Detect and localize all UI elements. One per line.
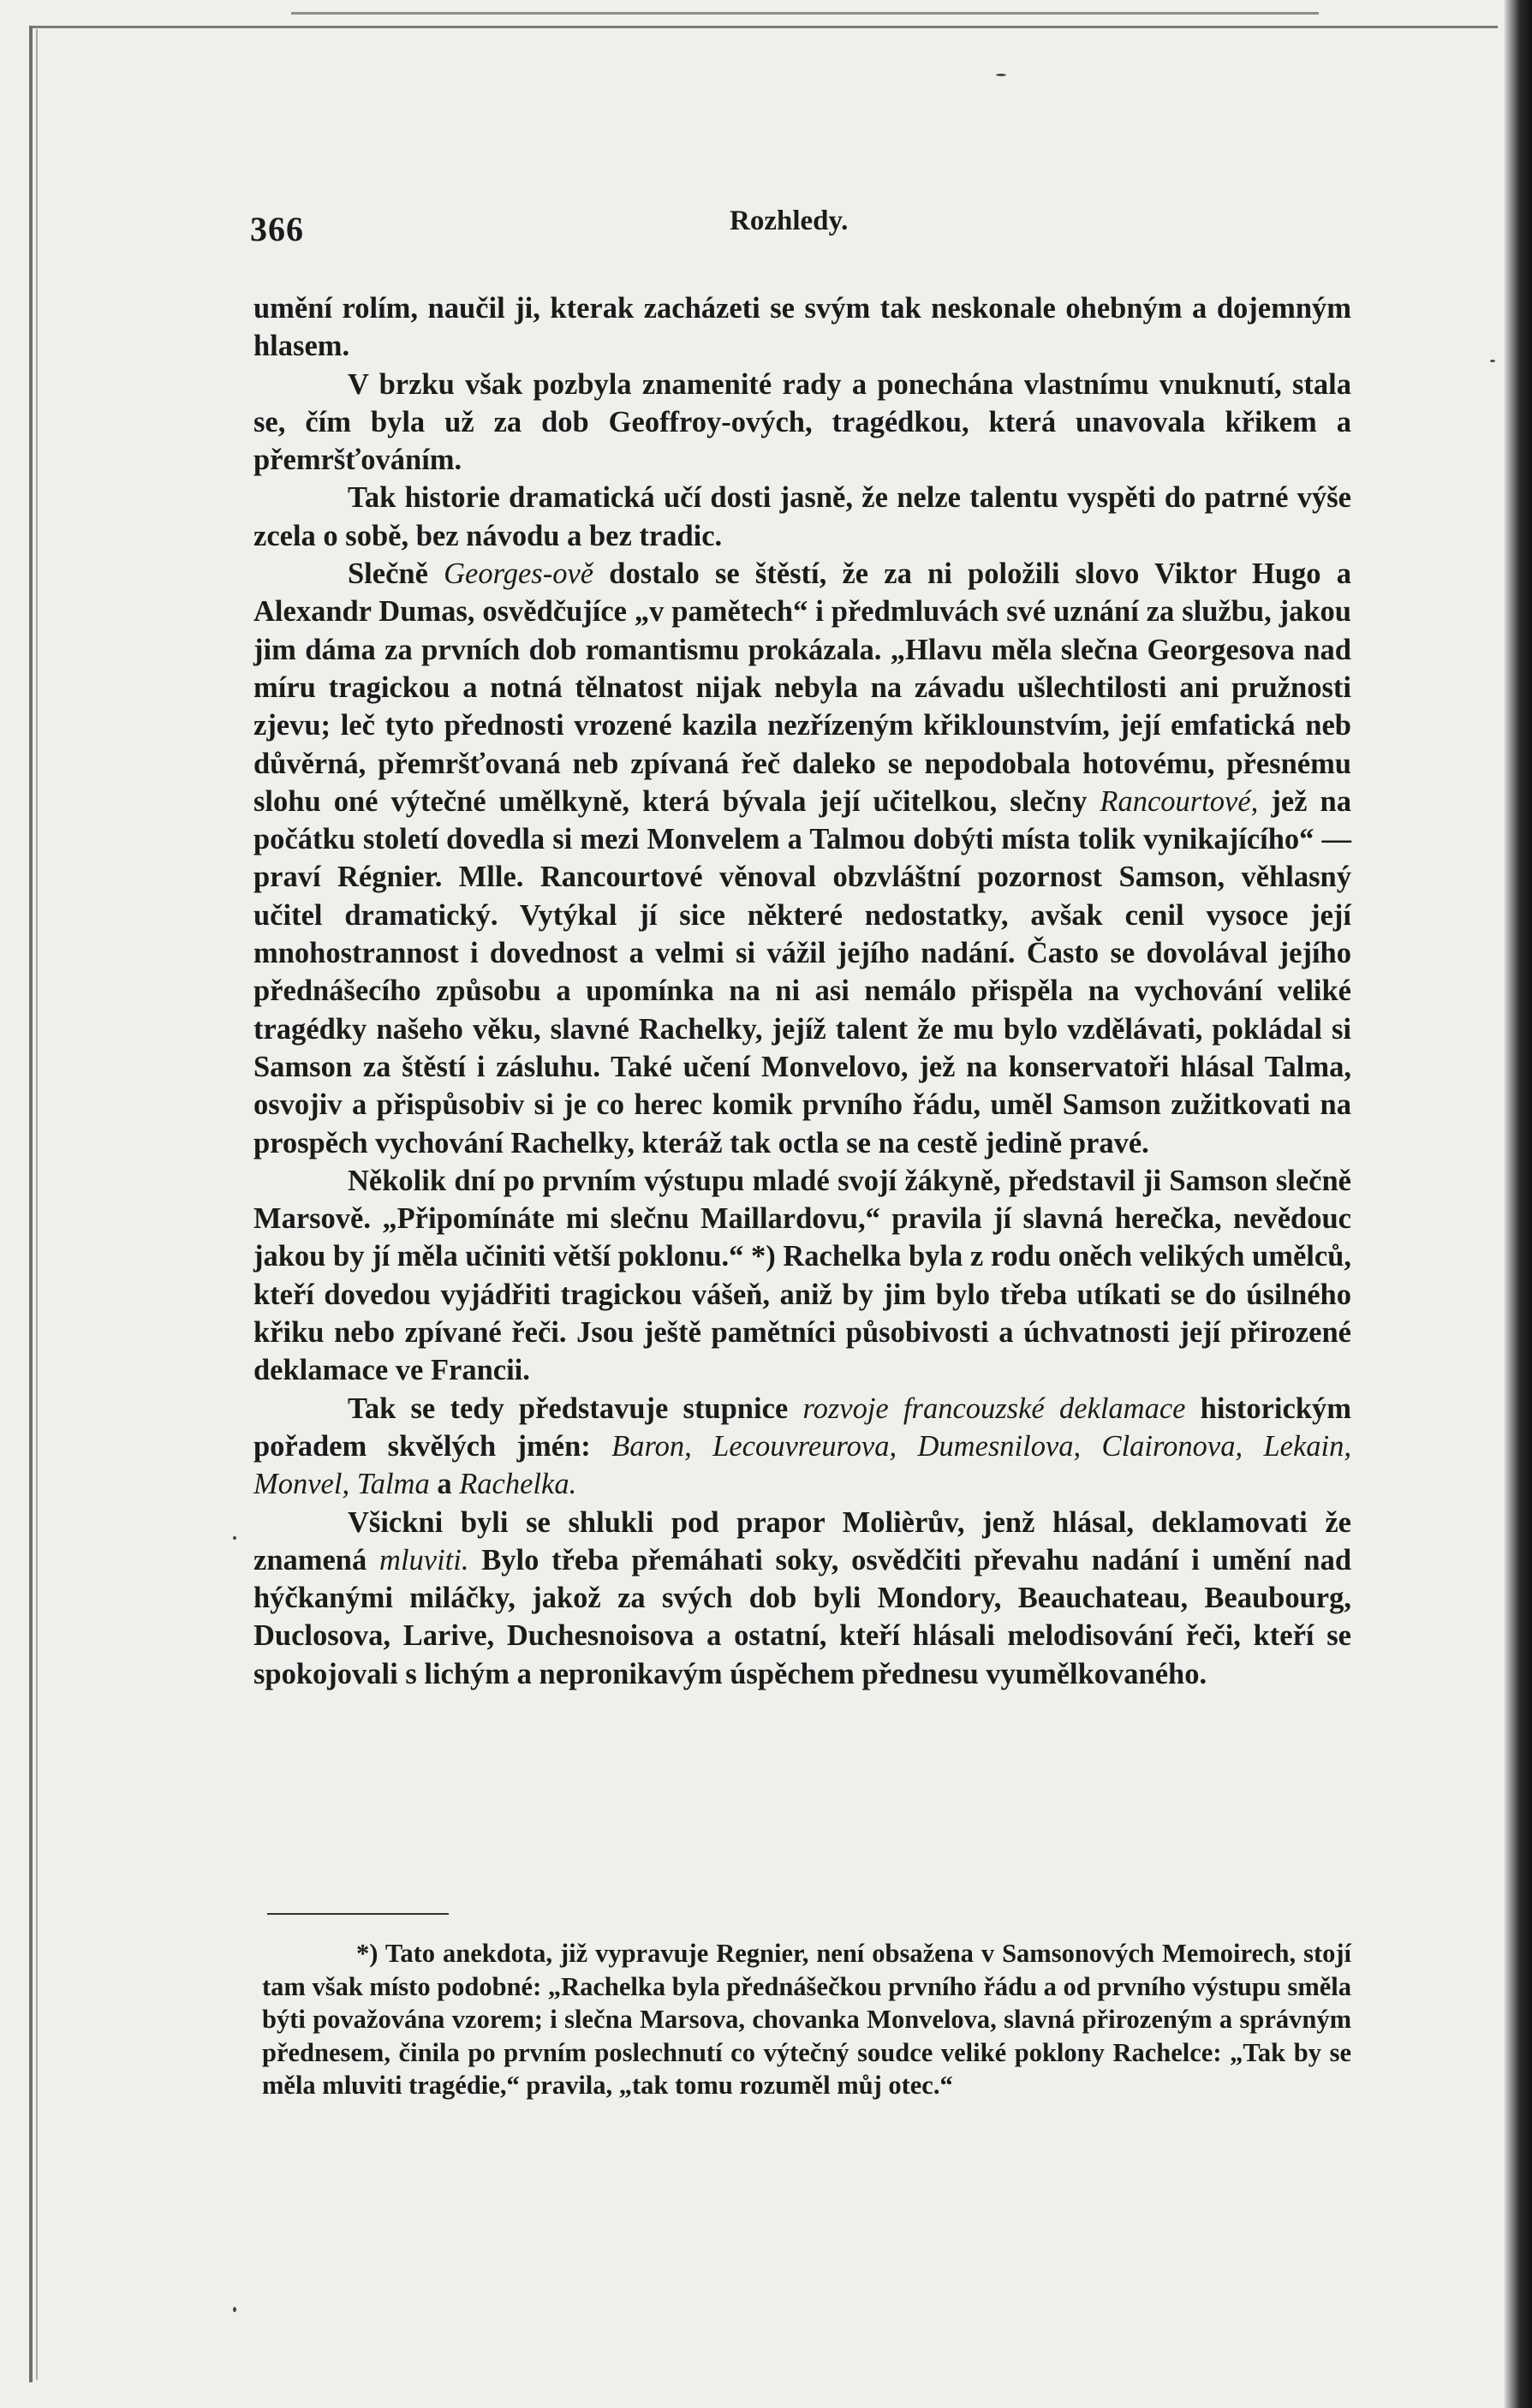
running-head: Rozhledy. [730,206,849,236]
paragraph-6 [253,1390,1351,1504]
scan-edge-top [29,26,1498,28]
italic-name: Georges-ově [444,557,594,591]
dust-speck [233,1536,236,1540]
paragraph-1: umění rolím, naučil ji, kterak zacházeti se svým tak neskonale ohebným a dojemným hlasem. [253,292,1351,363]
scan-edge-left [29,26,33,2382]
text-run: jež na počátku století dovedla si mezi Monvelem a Talmou dobýti místa tolik vynikajícího“ — praví Régnier. Mlle. Rancourtové věnoval obzvláštní pozornost Samson, věhlasný učitel dramatický. Vytýkal jí sice některé nedostatky, avšak cenil vysoce její mnohostrannost i dovednost a velmi si vážil jejího nadání. Často se dovolával jejího přednášecího způsobu a upomínka na ni asi nemálo přispěla na vychování veliké tragédky našeho věku, slavné Rachelky, jejíž talent že mu bylo vzdělávati, pokládal si Samson za štěstí i zásluhu. Také učení Monvelovo, jež na konservatoři hlásal Talma, osvojiv a přispůsobiv si je co herec komik prvního řádu, uměl Samson zužitkovati na prospěch vychování Rachelky, kteráž tak octla se na cestě jedině pravé. [253,784,1351,1159]
text-run: historickým pořadem skvělých jmén: [253,1392,1351,1463]
paragraph-7 [253,1504,1351,1693]
text-run: Slečně [348,557,444,591]
dust-speck [233,2307,236,2312]
italic-word: mluviti. [379,1543,469,1577]
paragraph-5: Několik dní po prvním výstupu mladé svojí žákyně, představil ji Samson slečně Marsově. „Připomínáte mi slečnu Maillardovu,“ pravila jí slavná herečka, nevědouc jakou by jí měla učiniti větší poklonu.“ *) Rachelka byla z rodu oněch velikých umělců, kteří dovedou vyjádřiti tragickou vášeň, aniž by jim bylo třeba utíkati se do úsilného křiku nebo zpívané řeči. Jsou ještě pamětníci působivosti a úchvatnosti její přirozené deklamace ve Francii. [253,1164,1351,1387]
scan-edge-right [1505,0,1532,2408]
page-number: 366 [250,210,304,248]
italic-phrase: rozvoje francouzské deklamace [802,1392,1186,1425]
paragraph-2: V brzku však pozbyla znamenité rady a ponechána vlastnímu vnuknutí, stala se, čím byla už za dob Geoffroy-ových, tragédkou, která unavovala křikem a přemršťováním. [253,367,1351,477]
italic-name: Rachelka. [459,1468,577,1501]
text-run: Bylo třeba přemáhati soky, osvědčiti převahu nadání i umění nad hýčkanými miláčky, jakož za svých dob byli Mondory, Beauchateau, Beaubourg, Duclosova, Larive, Duchesnoisova a ostatní, kteří hlásali melodisování řeči, kteří se spokojovali s lichým a nepronikavým úspěchem přednesu vyumělkovaného. [253,1543,1352,1690]
footnote-rule [267,1913,449,1915]
text-run: Tak se tedy představuje stupnice [348,1392,803,1425]
italic-names: Baron, Lecouvreurova, Dumesnilova, Claironova, Lekain, Monvel, Talma [253,1429,1351,1501]
text-run: dostalo se štěstí, že za ni položili slovo Viktor Hugo a Alexandr Dumas, osvědčujíce „v pamětech“ i předmluvách své uznání za službu, jakou jim dáma za prvních dob romantismu prokázala. „Hlavu měla slečna Georgesova nad míru tragickou a notná tělnatost nijak nebyla na závadu ušlechtilosti ani pružnosti zjevu; leč tyto přednosti vrozené kazila nezřízeným křiklounstvím, její emfatická neb důvěrná, přemršťovaná neb zpívaná řeč daleko se nepodobala hotovému, přesnému slohu oné výtečné umělkyně, která bývala její učitelkou, slečny [253,557,1351,818]
italic-name: Rancourtové, [1100,784,1259,818]
text-run: Všickni byli se shlukli pod prapor Molièrův, jenž hlásal, deklamovati že znamená [253,1505,1351,1577]
text-run: a [429,1468,460,1501]
paragraph-4 [253,555,1351,1162]
main-text [253,289,1351,1693]
page-header [250,206,1355,257]
dust-speck [996,74,1006,76]
scan-edge-top-outer [291,12,1319,15]
footnote: *) Tato anekdota, již vypravuje Regnier, není obsažena v Samsonových Memoirech, stojí tam však místo podobné: „Rachelka byla přednášečkou prvního řádu a od prvního výstupu směla býti považována vzorem; i slečna Marsova, chovanka Monvelova, slavná přirozeným a správným přednesem, činila po prvním poslechnutí co výtečný soudce veliké poklony Rachelce: „Tak by se měla mluviti tragédie,“ pravila, „tak tomu rozuměl můj otec.“ [262,1939,1351,2101]
paragraph-3: Tak historie dramatická učí dosti jasně, že nelze talentu vyspěti do patrné výše zcela o sobě, bez návodu a bez tradic. [253,481,1351,552]
dust-speck [1490,360,1495,362]
scan-edge-left-inner [36,29,38,2380]
